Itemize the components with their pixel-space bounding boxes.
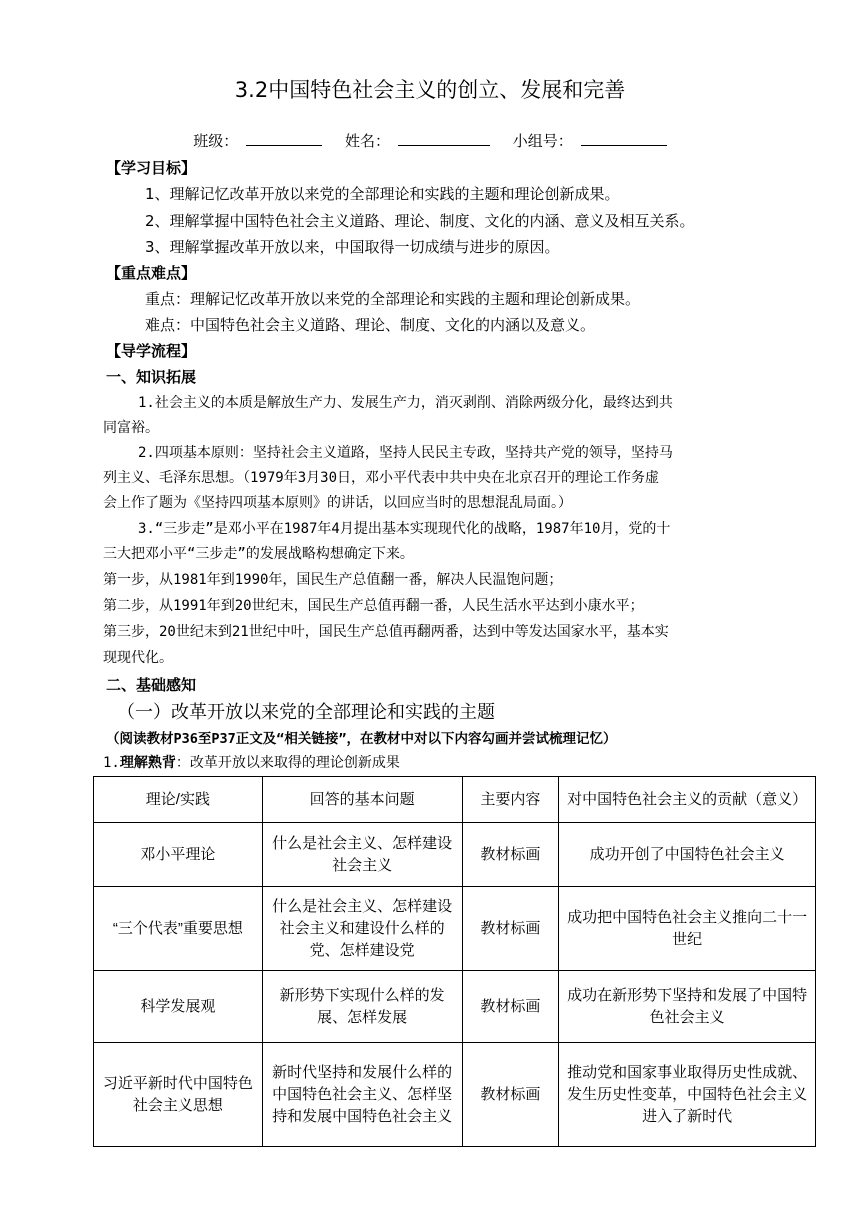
goal-item: 3、理解掌握改革开放以来，中国取得一切成绩与进步的原因。 bbox=[145, 238, 560, 256]
table-cell: 成功开创了中国特色社会主义 bbox=[559, 823, 816, 887]
section1-heading: 一、知识拓展 bbox=[106, 368, 197, 386]
group-blank[interactable] bbox=[581, 131, 667, 146]
student-info-line bbox=[0, 130, 860, 151]
paragraph-line: 列主义、毛泽东思想。（1979年3月30日，邓小平代表中共中央在北京召开的理论工作务虚 bbox=[103, 470, 659, 486]
name-blank[interactable] bbox=[398, 131, 490, 146]
table-cell: 成功在新形势下坚持和发展了中国特色社会主义 bbox=[559, 971, 816, 1043]
table-cell: 什么是社会主义、怎样建设社会主义和建设什么样的党、怎样建设党 bbox=[262, 887, 462, 971]
class-blank[interactable] bbox=[246, 131, 322, 146]
paragraph-line: 1.社会主义的本质是解放生产力、发展生产力，消灭剥削、消除两级分化，最终达到共 bbox=[138, 395, 673, 411]
table-cell: 邓小平理论 bbox=[94, 823, 263, 887]
table-row bbox=[94, 823, 816, 887]
name-label: 姓名： bbox=[344, 132, 390, 150]
paragraph-line: 2.四项基本原则：坚持社会主义道路，坚持人民民主专政，坚持共产党的领导，坚持马 bbox=[138, 445, 673, 461]
table-header-cell: 理论/实践 bbox=[94, 777, 263, 823]
table-cell: 成功把中国特色社会主义推向二十一世纪 bbox=[559, 887, 816, 971]
table-row bbox=[94, 971, 816, 1043]
table-row bbox=[94, 887, 816, 971]
reading-note: （阅读教材P36至P37正文及“相关链接”，在教材中对以下内容勾画并尝试梳理记忆） bbox=[106, 731, 617, 747]
table-header-cell: 对中国特色社会主义的贡献（意义） bbox=[559, 777, 816, 823]
step-line: 第三步，20世纪末到21世纪中叶，国民生产总值再翻两番，达到中等发达国家水平，基本实 bbox=[103, 624, 669, 640]
difficulty-text: 难点：中国特色社会主义道路、理论、制度、文化的内涵以及意义。 bbox=[145, 316, 596, 334]
table-cell: 教材标画 bbox=[462, 1043, 559, 1147]
task-number: 1. bbox=[103, 755, 120, 771]
table-header-row bbox=[94, 777, 816, 823]
table-cell: 习近平新时代中国特色社会主义思想 bbox=[94, 1043, 263, 1147]
table-header-cell: 回答的基本问题 bbox=[262, 777, 462, 823]
theory-table bbox=[93, 776, 816, 1147]
table-cell: “三个代表”重要思想 bbox=[94, 887, 263, 971]
paragraph-line: 3.“三步走”是邓小平在1987年4月提出基本实现现代化的战略，1987年10月，党的十 bbox=[138, 521, 671, 537]
class-label: 班级： bbox=[193, 132, 239, 150]
task-rest: ：改革开放以来取得的理论创新成果 bbox=[175, 755, 400, 771]
paragraph-line: 同富裕。 bbox=[103, 420, 159, 436]
subsection-heading: （一）改革开放以来党的全部理论和实践的主题 bbox=[117, 702, 495, 723]
table-cell: 推动党和国家事业取得历史性成就、发生历史性变革，中国特色社会主义进入了新时代 bbox=[559, 1043, 816, 1147]
key-heading: 【重点难点】 bbox=[106, 264, 197, 282]
page-title: 3.2中国特色社会主义的创立、发展和完善 bbox=[234, 78, 626, 102]
table-cell: 教材标画 bbox=[462, 887, 559, 971]
step-line: 第一步，从1981年到1990年，国民生产总值翻一番，解决人民温饱问题； bbox=[103, 572, 563, 588]
step-line: 第二步，从1991年到20世纪末，国民生产总值再翻一番，人民生活水平达到小康水平； bbox=[103, 598, 644, 614]
table-cell: 科学发展观 bbox=[94, 971, 263, 1043]
section2-heading: 二、基础感知 bbox=[106, 676, 197, 694]
table-row bbox=[94, 1043, 816, 1147]
table-cell: 教材标画 bbox=[462, 971, 559, 1043]
goals-heading: 【学习目标】 bbox=[106, 159, 197, 177]
table-header-cell: 主要内容 bbox=[462, 777, 559, 823]
step-line: 现现代化。 bbox=[103, 650, 173, 666]
table-cell: 新时代坚持和发展什么样的中国特色社会主义、怎样坚持和发展中国特色社会主义 bbox=[262, 1043, 462, 1147]
table-cell: 教材标画 bbox=[462, 823, 559, 887]
paragraph-line: 三大把邓小平“三步走”的发展战略构想确定下来。 bbox=[103, 546, 414, 562]
paragraph-line: 会上作了题为《坚持四项基本原则》的讲话，以回应当时的思想混乱局面。） bbox=[103, 495, 572, 511]
goal-item: 2、理解掌握中国特色社会主义道路、理论、制度、文化的内涵、意义及相互关系。 bbox=[145, 212, 695, 230]
table-cell: 什么是社会主义、怎样建设社会主义 bbox=[262, 823, 462, 887]
table-cell: 新形势下实现什么样的发展、怎样发展 bbox=[262, 971, 462, 1043]
focus-text: 重点：理解记忆改革开放以来党的全部理论和实践的主题和理论创新成果。 bbox=[145, 290, 641, 308]
guide-heading: 【导学流程】 bbox=[106, 342, 197, 360]
goal-item: 1、理解记忆改革开放以来党的全部理论和实践的主题和理论创新成果。 bbox=[145, 185, 620, 203]
task-bold: 理解熟背 bbox=[119, 755, 176, 771]
group-label: 小组号： bbox=[512, 132, 573, 150]
task-line bbox=[103, 752, 400, 772]
